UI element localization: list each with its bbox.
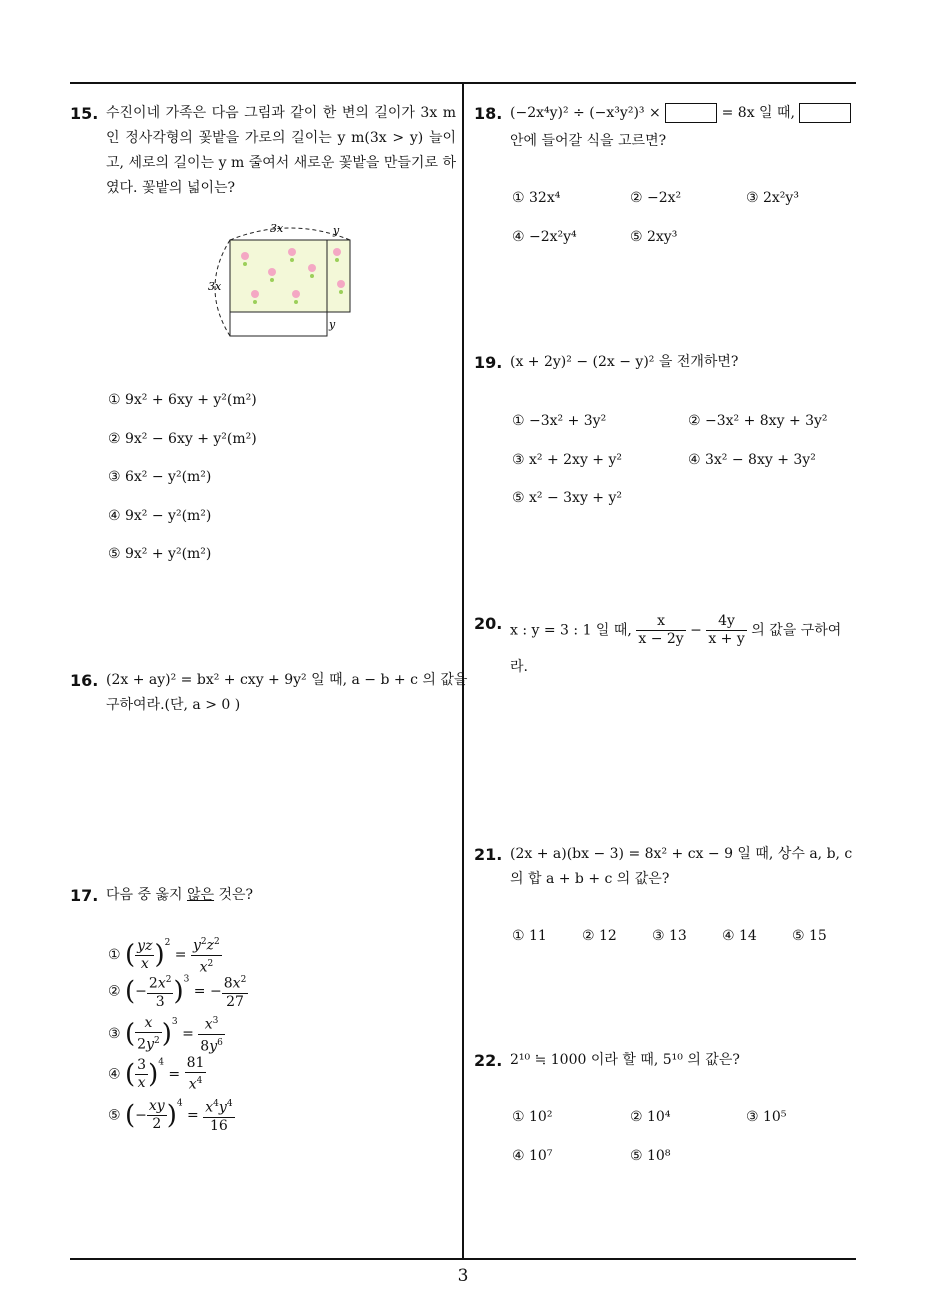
question-text-line2: 구하여라.(단, a > 0 ) xyxy=(106,697,241,713)
question-number: 20. xyxy=(474,614,503,633)
q17-option-3[interactable]: ③ ( $\frac{x}{2y^2}$ )$^3$ = $\frac{x^3}{8y^6}$ xyxy=(108,1014,223,1055)
q21-option-1[interactable]: ① 11 xyxy=(512,928,547,944)
q18-option-1[interactable]: ① 32x⁴ xyxy=(512,190,561,206)
question-equals: = 8x 일 때, xyxy=(721,105,795,121)
question-text-underlined: 않은 xyxy=(186,887,215,903)
question-text-line1 xyxy=(510,101,851,126)
q17-option-4[interactable]: ④ ( $\frac{3}{x}$ )$^4$ = $\frac{81}{x^4}$ xyxy=(108,1055,205,1093)
question-number: 17. xyxy=(70,886,99,905)
q22-option-1[interactable]: ① 10² xyxy=(512,1109,553,1125)
q17-option-2[interactable]: ② (− $\frac{2x^2}{3}$ )$^3$ = − $\frac{8x^2}{27}$ xyxy=(108,972,248,1011)
question-text-line2: 안에 들어갈 식을 고르면? xyxy=(510,133,667,149)
option-marker: ① xyxy=(108,947,121,964)
question-number: 18. xyxy=(474,104,503,123)
question-prefix: x : y = 3 : 1 일 때, xyxy=(510,622,632,639)
q22-option-5[interactable]: ⑤ 10⁸ xyxy=(630,1148,671,1164)
flower-bed-figure xyxy=(200,218,370,344)
question-number: 19. xyxy=(474,353,503,372)
question-text-line2: 의 합 a + b + c 의 값은? xyxy=(510,871,670,887)
question-suffix: 의 값을 구하여 xyxy=(751,622,842,639)
option-marker: ② xyxy=(108,983,121,1000)
question-text-before: 다음 중 옳지 xyxy=(106,887,187,903)
question-number: 22. xyxy=(474,1051,503,1070)
fraction1-denominator: x − 2y xyxy=(638,631,684,647)
fraction1-numerator: x xyxy=(636,613,685,631)
question-text-line1: (2x + ay)² = bx² + cxy + 9y² 일 때, a − b + c 의 값을 xyxy=(106,672,468,688)
fraction2-numerator: 4y xyxy=(706,613,746,631)
q15-option-5[interactable]: ⑤ 9x² + y²(m²) xyxy=(108,546,212,562)
label-3x-left: 3x xyxy=(208,280,222,293)
fraction2-denominator: x + y xyxy=(708,631,745,647)
answer-box-2[interactable] xyxy=(799,103,851,123)
q21-option-2[interactable]: ② 12 xyxy=(582,928,617,944)
q15-option-4[interactable]: ④ 9x² − y²(m²) xyxy=(108,508,212,524)
q21-option-4[interactable]: ④ 14 xyxy=(722,928,757,944)
q18-option-4[interactable]: ④ −2x²y⁴ xyxy=(512,229,577,245)
question-number: 15. xyxy=(70,104,99,123)
minus-sign: − xyxy=(690,622,702,639)
option-marker: ④ xyxy=(108,1066,121,1083)
q15-option-1[interactable]: ① 9x² + 6xy + y²(m²) xyxy=(108,392,257,408)
q19-option-4[interactable]: ④ 3x² − 8xy + 3y² xyxy=(688,452,816,468)
label-3x-top: 3x xyxy=(270,222,284,235)
option-marker: ⑤ xyxy=(108,1107,121,1124)
q15-option-2[interactable]: ② 9x² − 6xy + y²(m²) xyxy=(108,431,257,447)
question-expression: (−2x⁴y)² ÷ (−x³y²)³ × xyxy=(510,105,661,121)
q19-option-1[interactable]: ① −3x² + 3y² xyxy=(512,413,607,429)
option-marker: ③ xyxy=(108,1026,121,1043)
q17-option-1[interactable]: ① ( $\frac{yz}{x}$ )$^2$ = $\frac{y^2z^2}{x^2}$ xyxy=(108,934,222,976)
q22-option-4[interactable]: ④ 10⁷ xyxy=(512,1148,553,1164)
label-y-top: y xyxy=(333,224,340,237)
q21-option-3[interactable]: ③ 13 xyxy=(652,928,687,944)
question-number: 21. xyxy=(474,845,503,864)
question-text: (x + 2y)² − (2x − y)² 을 전개하면? xyxy=(510,354,739,370)
question-text-line2: 라. xyxy=(510,659,528,675)
q15-option-3[interactable]: ③ 6x² − y²(m²) xyxy=(108,469,212,485)
bottom-rule xyxy=(70,1258,856,1260)
question-text xyxy=(106,883,253,908)
q19-option-2[interactable]: ② −3x² + 8xy + 3y² xyxy=(688,413,828,429)
q18-option-5[interactable]: ⑤ 2xy³ xyxy=(630,229,678,245)
question-text-line1: (2x + a)(bx − 3) = 8x² + cx − 9 일 때, 상수 a, b, c xyxy=(510,846,853,862)
question-text: 2¹⁰ ≒ 1000 이라 할 때, 5¹⁰ 의 값은? xyxy=(510,1052,740,1068)
q22-option-2[interactable]: ② 10⁴ xyxy=(630,1109,671,1125)
q19-option-3[interactable]: ③ x² + 2xy + y² xyxy=(512,452,623,468)
question-text-after: 것은? xyxy=(214,887,254,903)
q18-option-3[interactable]: ③ 2x²y³ xyxy=(746,190,799,206)
q19-option-5[interactable]: ⑤ x² − 3xy + y² xyxy=(512,490,623,506)
label-y-bottom: y xyxy=(329,318,336,331)
q22-option-3[interactable]: ③ 10⁵ xyxy=(746,1109,787,1125)
q21-option-5[interactable]: ⑤ 15 xyxy=(792,928,827,944)
answer-box[interactable] xyxy=(665,103,717,123)
question-text-line1 xyxy=(510,613,841,648)
q17-option-5[interactable]: ⑤ (− $\frac{xy}{2}$ )$^4$ = $\frac{x^4y^4}{16}$ xyxy=(108,1097,233,1134)
q18-option-2[interactable]: ② −2x² xyxy=(630,190,682,206)
question-number: 16. xyxy=(70,671,99,690)
question-text: 수진이네 가족은 다음 그림과 같이 한 변의 길이가 3x m 인 정사각형의 꽃밭을 가로의 길이는 y m(3x > y) 늘이고, 세로의 길이는 y m 줄여서 새로운 꽃밭을 만들기로 하였다. 꽃밭의 넓이는? xyxy=(106,105,456,196)
page-number: 3 xyxy=(457,1266,469,1286)
